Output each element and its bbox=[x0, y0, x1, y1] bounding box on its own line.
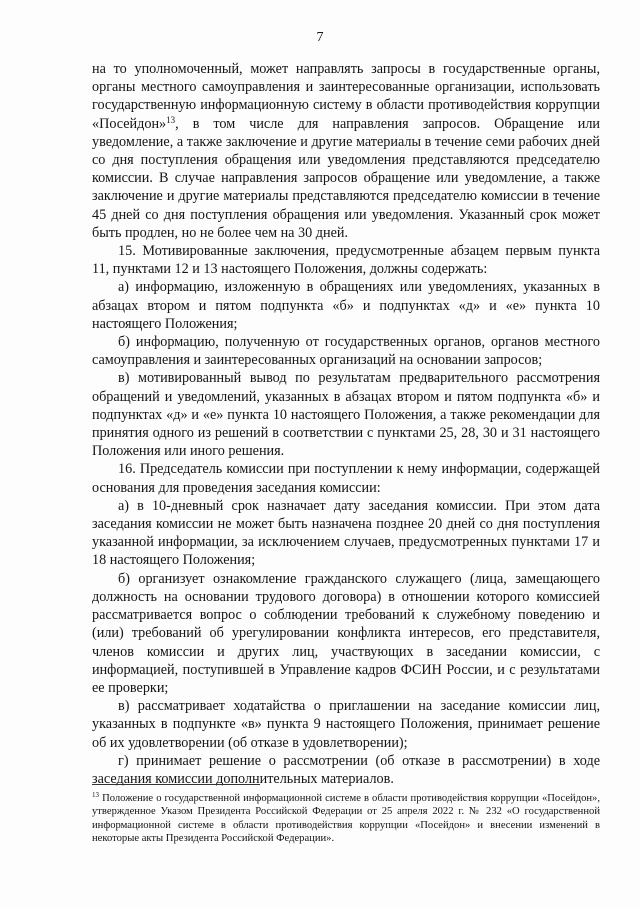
footnote-text: Положение о государственной информационной системе в области противодействия коррупции «Посейдон», утвержденное Указом Президента Российской Федерации от 25 апреля 2022 г. № 232 «О государственной информационной системе в области противодействия коррупции «Посейдон» и внесении изменений в некоторые акты Президента Российской Федерации». bbox=[92, 793, 600, 845]
paragraph-16-b: б) организует ознакомление гражданского служащего (лица, замещающего должность на основании трудового договора) в отношении которого комиссией рассматривается вопрос о соблюдении требований к служебному поведению и (или) требований об урегулировании конфликта интересов, его представителя, членов комиссии и других лиц, участвующих в заседании комиссии, с информацией, поступившей в Управление кадров ФСИН России, и с результатами ее проверки; bbox=[92, 570, 600, 696]
paragraph-16-v: в) рассматривает ходатайства о приглашении на заседание комиссии лиц, указанных в подпункте «в» пункта 9 настоящего Положения, принимает решение об их удовлетворении (об отказе в удовлетворении); bbox=[92, 698, 600, 751]
footnote-13 bbox=[92, 792, 600, 846]
paragraph-continuation: на то уполномоченный, может направлять запросы в государственные органы, органы местного самоуправления и заинтересованные организации, использовать государственную информационную систему в области противодействия коррупции «Посейдон»$^{13}$, в том числе для направления запросов. Обращение или уведомление, а также заключение и другие материалы в течение семи рабочих дней со дня поступления обращения или уведомления представляются председателю комиссии. В случае направления запросов обращение или уведомление, а также заключение и другие материалы представляются председателю комиссии в течение 45 дней со дня поступления обращения или уведомления. Указанный срок может быть продлен, но не более чем на 30 дней. bbox=[92, 61, 600, 241]
footnote bbox=[92, 792, 600, 846]
footnote-marker: 13 bbox=[92, 791, 99, 799]
paragraph-15-v: в) мотивированный вывод по результатам предварительного рассмотрения обращений и уведомлений, указанных в абзацах втором и пятом подпункта «б» и подпунктах «д» и «е» пункта 10 настоящего Положения, а также рекомендации для принятия одного из решений в соответствии с пунктами 25, 28, 30 и 31 настоящего Положения или иного решения. bbox=[92, 370, 600, 460]
page-number: 7 bbox=[316, 30, 324, 45]
footnote-divider bbox=[92, 784, 260, 785]
paragraph-16: 16. Председатель комиссии при поступлении к нему информации, содержащей основания для проведения заседания комиссии: bbox=[92, 461, 600, 496]
paragraph-15-a: а) информацию, изложенную в обращениях или уведомлениях, указанных в абзацах втором и пятом подпункта «б» и подпунктах «д» и «е» пункта 10 настоящего Положения; bbox=[92, 279, 600, 332]
footnote-reference[interactable]: 13 bbox=[166, 114, 176, 125]
paragraph-15-b: б) информацию, полученную от государственных органов, органов местного самоуправления и заинтересованных организаций на основании запросов; bbox=[92, 334, 600, 369]
body-text bbox=[92, 60, 600, 788]
paragraph-15: 15. Мотивированные заключения, предусмотренные абзацем первым пункта 11, пунктами 12 и 13 настоящего Положения, должны содержать: bbox=[92, 243, 600, 278]
paragraph-16-g: г) принимает решение о рассмотрении (об отказе в рассмотрении) в ходе заседания комиссии дополнительных материалов. bbox=[92, 752, 600, 787]
paragraph-16-a: а) в 10-дневный срок назначает дату заседания комиссии. При этом дата заседания комиссии не может быть назначена позднее 20 дней со дня поступления указанной информации, за исключением случаев, предусмотренных пунктами 17 и 18 настоящего Положения; bbox=[92, 497, 600, 569]
